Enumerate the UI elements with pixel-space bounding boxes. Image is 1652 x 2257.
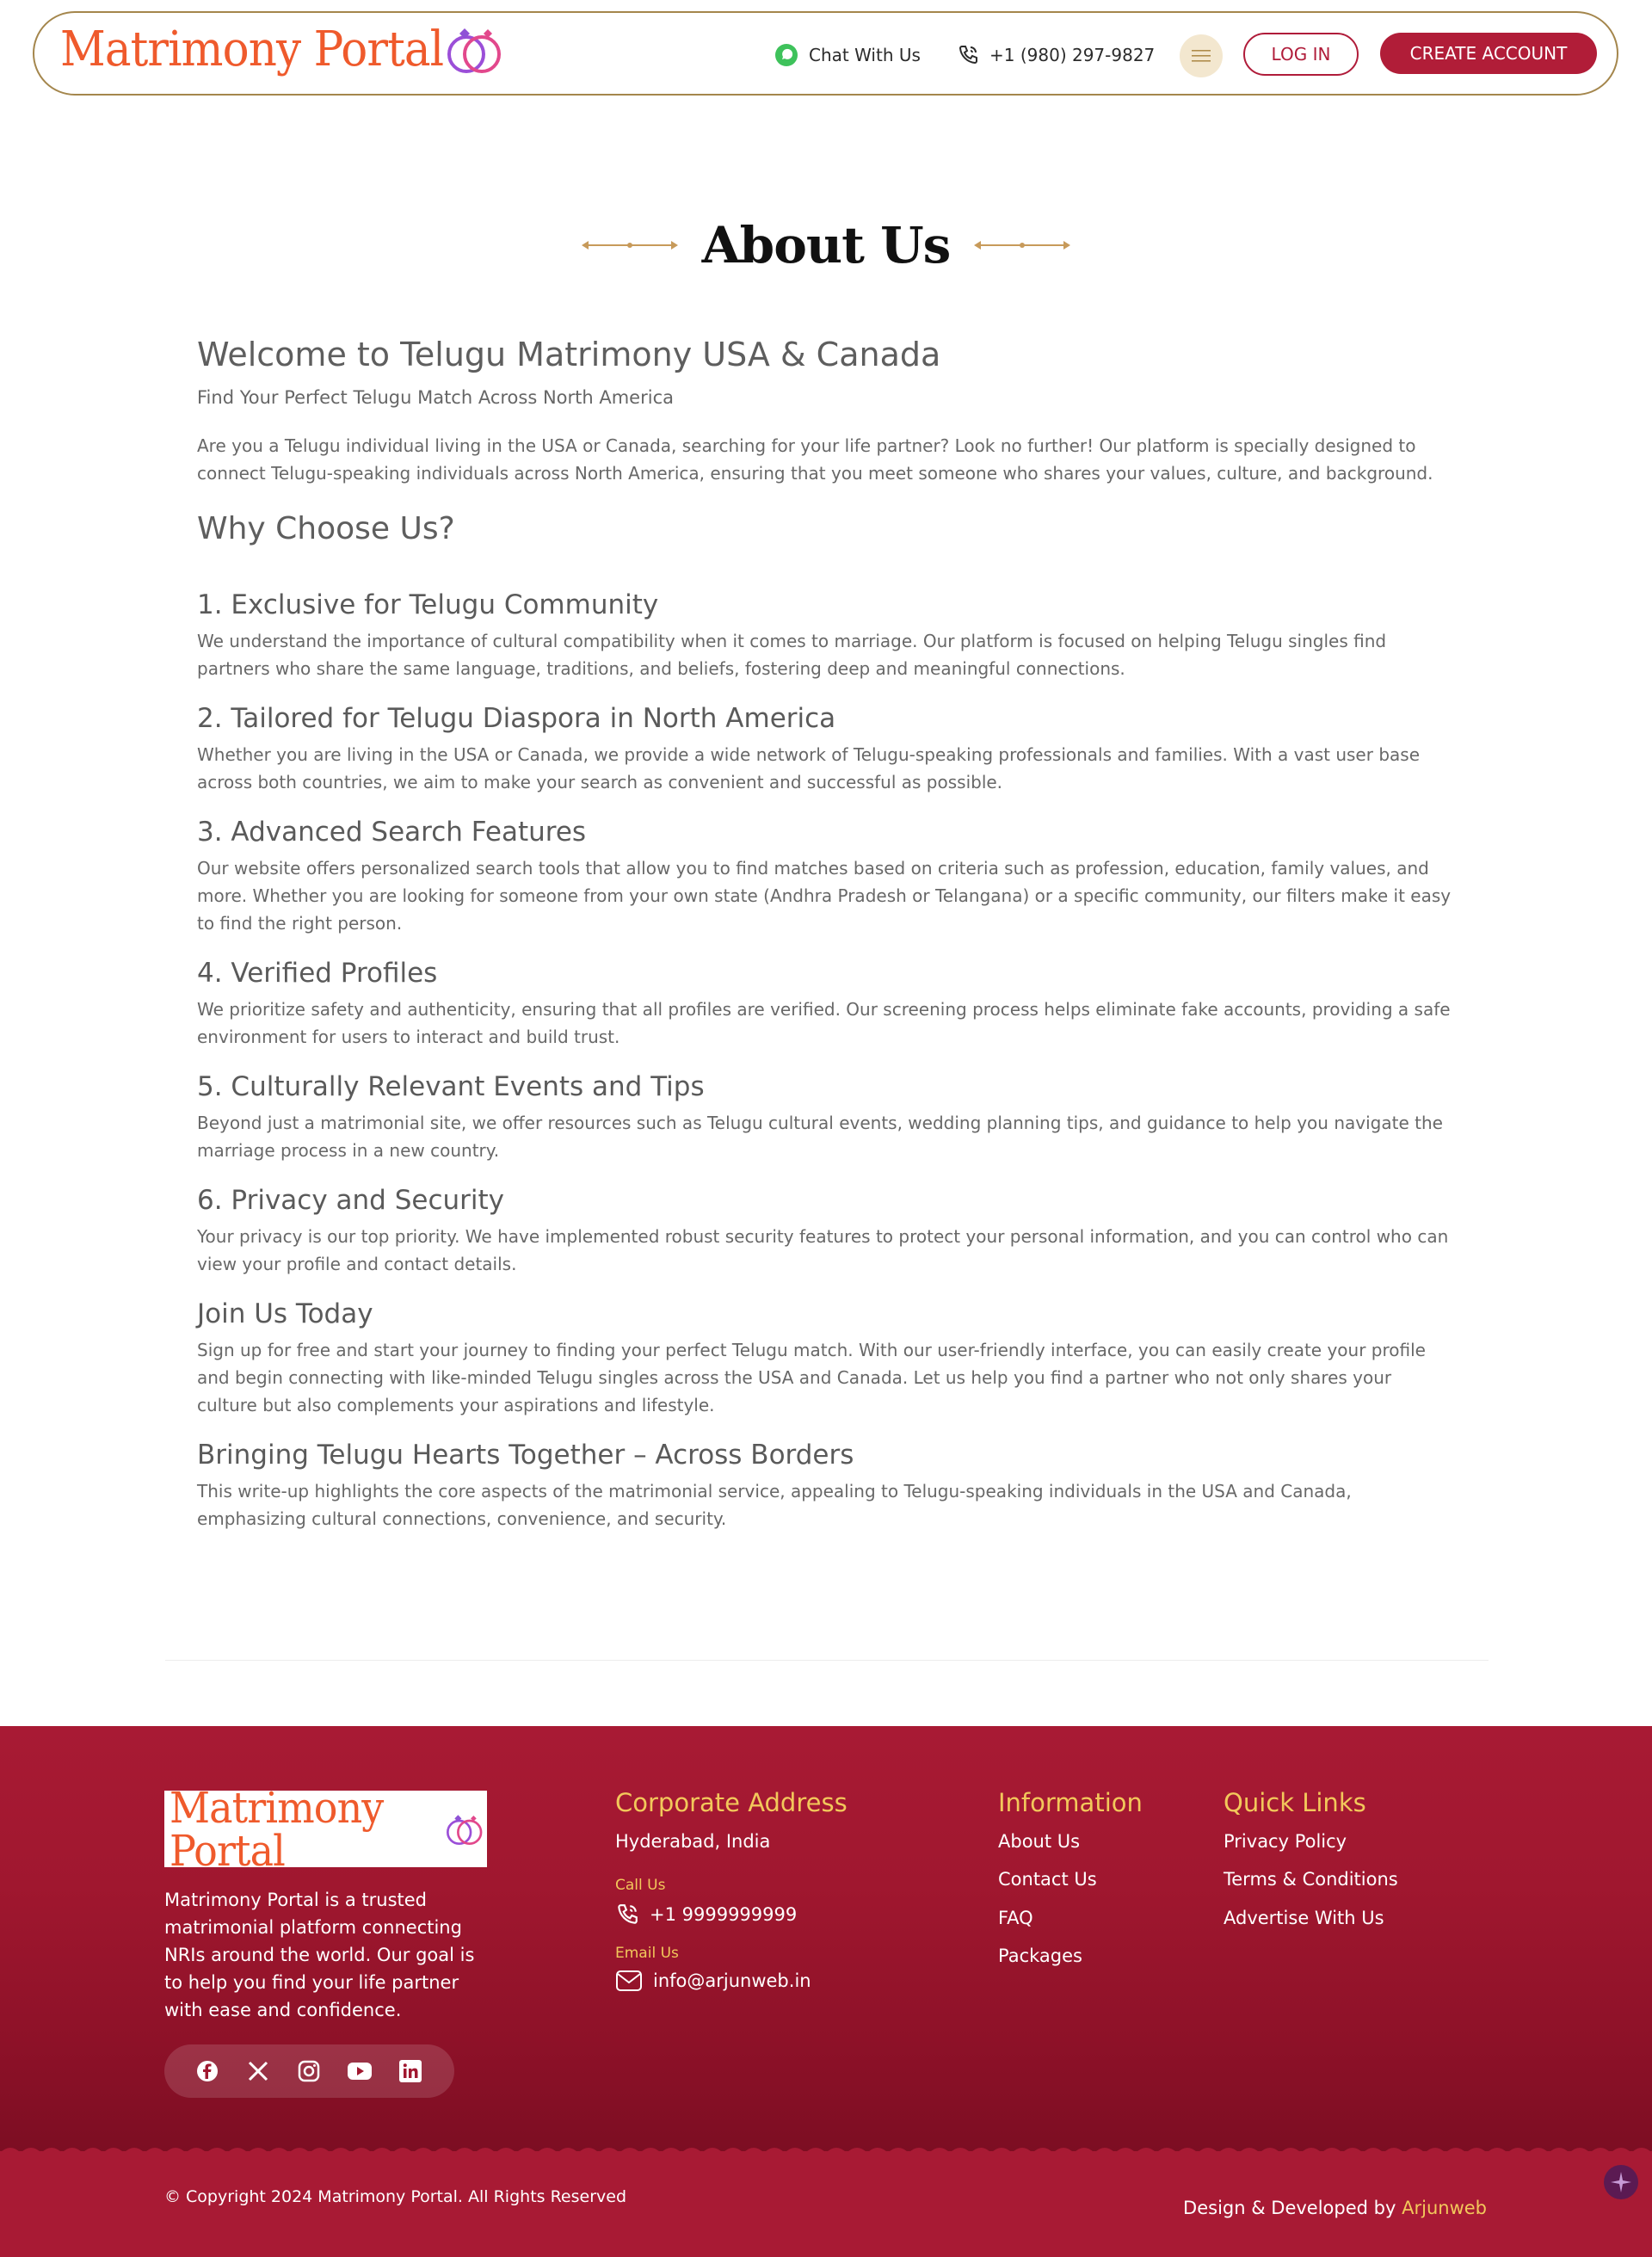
footer-link-about-us[interactable]: About Us (998, 1831, 1081, 1852)
section-title: 1. Exclusive for Telugu Community (197, 589, 659, 620)
rings-icon (442, 23, 508, 77)
footer-link-privacy-policy[interactable]: Privacy Policy (1224, 1831, 1347, 1852)
why-choose-heading: Why Choose Us? (197, 510, 455, 546)
footer-link-faq[interactable]: FAQ (998, 1908, 1033, 1928)
welcome-subheading: Find Your Perfect Telugu Match Across North America (197, 386, 674, 408)
section-text: Sign up for free and start your journey to finding your perfect Telugu match. With our user-friendly interface, you can easily create your profile and begin connecting with like-minded Telugu singles across the USA and Canada. Let us help you find a partner who not only shares your culture but also complements your aspirations and lifestyle. (197, 1339, 1426, 1415)
ornament-right-icon (974, 239, 1070, 251)
page-title-wrap (0, 215, 1652, 275)
facebook-icon[interactable] (195, 2059, 219, 2083)
section-item (197, 588, 1453, 682)
section-text: Your privacy is our top priority. We have implemented robust security features to protect your personal information, and you can control who can view your profile and contact details. (197, 1225, 1449, 1274)
linkedin-icon[interactable] (398, 2059, 422, 2083)
section-item (197, 815, 1453, 937)
developer-credit (1183, 2198, 1487, 2218)
x-icon[interactable] (246, 2059, 270, 2083)
header-phone-link[interactable] (957, 13, 1155, 97)
page-title: About Us (701, 216, 951, 274)
assistant-fab[interactable] (1604, 2165, 1638, 2199)
phone-icon (957, 44, 979, 66)
corporate-address-heading: Corporate Address (615, 1788, 848, 1817)
section-text: Whether you are living in the USA or Canada, we provide a wide network of Telugu-speaking professionals and families. With a vast user base across both countries, we aim to make your search as convenient and successful as possible. (197, 743, 1420, 792)
site-logo[interactable] (60, 23, 508, 77)
section-text: Beyond just a matrimonial site, we offer resources such as Telugu cultural events, wedding planning tips, and guidance to help you navigate the marriage process in a new country. (197, 1112, 1443, 1161)
section-title: 6. Privacy and Security (197, 1184, 504, 1216)
mail-icon (615, 1970, 643, 1992)
footer-bottom-bar (0, 2151, 1652, 2257)
section-title: Bringing Telugu Hearts Together – Across Borders (197, 1439, 854, 1471)
information-heading: Information (998, 1788, 1143, 1817)
call-us-label: Call Us (615, 1877, 666, 1894)
footer-link-contact-us[interactable]: Contact Us (998, 1869, 1097, 1890)
quick-links-heading: Quick Links (1224, 1788, 1366, 1817)
footer-email-link[interactable] (615, 1970, 811, 1992)
footer-logo-text: Matrimony Portal (170, 1782, 384, 1876)
footer-logo[interactable] (164, 1782, 487, 1876)
footer-link-advertise[interactable]: Advertise With Us (1224, 1908, 1384, 1928)
instagram-icon[interactable] (297, 2059, 321, 2083)
section-text: We prioritize safety and authenticity, ensuring that all profiles are verified. Our screening process helps eliminate fake accounts, providing a safe environment for users to interact and build trust. (197, 998, 1451, 1047)
footer-email: info@arjunweb.in (653, 1970, 811, 1991)
intro-paragraph: Are you a Telugu individual living in the USA or Canada, searching for your life partner? Look no further! Our platform is specially designed to connect Telugu-speaking individuals across North America, ensuring that you meet someone who shares your values, culture, and background. (197, 435, 1433, 484)
section-title: 3. Advanced Search Features (197, 816, 587, 848)
section-item (197, 1438, 1453, 1532)
site-header (33, 11, 1618, 96)
header-phone: +1 (980) 297-9827 (989, 45, 1156, 65)
footer-link-packages[interactable]: Packages (998, 1946, 1082, 1966)
logo-text: Matrimony Portal (60, 22, 444, 77)
section-item (197, 1297, 1453, 1419)
corporate-address-text: Hyderabad, India (615, 1831, 771, 1852)
youtube-icon[interactable] (348, 2059, 372, 2083)
footer-link-terms[interactable]: Terms & Conditions (1224, 1869, 1398, 1890)
footer-phone-link[interactable] (615, 1902, 797, 1927)
section-item (197, 1183, 1453, 1278)
hamburger-icon (1192, 49, 1211, 63)
credit-prefix: Design & Developed by (1183, 2198, 1396, 2218)
chat-label: Chat With Us (809, 45, 921, 65)
whatsapp-icon (774, 43, 798, 67)
about-content-card (165, 310, 1489, 1661)
developer-link[interactable]: Arjunweb (1402, 2198, 1487, 2218)
section-title: 4. Verified Profiles (197, 957, 438, 989)
section-text: This write-up highlights the core aspects of the matrimonial service, appealing to Telugu-speaking individuals in the USA and Canada, emphasizing cultural connections, convenience, and security. (197, 1480, 1352, 1529)
social-links (164, 2044, 454, 2098)
footer-phone: +1 9999999999 (650, 1904, 798, 1925)
section-title: 2. Tailored for Telugu Diaspora in North America (197, 702, 836, 734)
scalloped-divider (0, 2143, 1652, 2161)
phone-icon (615, 1902, 639, 1927)
footer-description: Matrimony Portal is a trusted matrimonial platform connecting NRIs around the world. Our goal is to help you find your life partner with ease and confidence. (164, 1890, 475, 2020)
section-title: 5. Culturally Relevant Events and Tips (197, 1070, 705, 1102)
create-account-button[interactable]: CREATE ACCOUNT (1380, 33, 1597, 74)
section-text: Our website offers personalized search tools that allow you to find matches based on criteria such as profession, education, family values, and more. Whether you are looking for someone from your own state (Andhra Pradesh or Telangana) or a specific community, our filters make it easy to find the right person. (197, 857, 1452, 934)
chat-with-us-link[interactable] (774, 13, 921, 97)
section-item (197, 701, 1453, 796)
email-us-label: Email Us (615, 1945, 679, 1962)
section-item (197, 1070, 1453, 1164)
rings-icon (443, 1804, 487, 1854)
login-button[interactable]: LOG IN (1243, 33, 1359, 76)
section-title: Join Us Today (197, 1298, 373, 1329)
copyright-text: © Copyright 2024 Matrimony Portal. All Rights Reserved (164, 2187, 627, 2206)
ornament-left-icon (582, 239, 678, 251)
section-item (197, 956, 1453, 1051)
section-text: We understand the importance of cultural compatibility when it comes to marriage. Our platform is focused on helping Telugu singles find partners who share the same language, traditions, and beliefs, fostering deep and meaningful connections. (197, 630, 1387, 679)
menu-button[interactable] (1180, 34, 1223, 77)
sparkle-icon (1610, 2171, 1632, 2193)
welcome-heading: Welcome to Telugu Matrimony USA & Canada (197, 336, 941, 373)
